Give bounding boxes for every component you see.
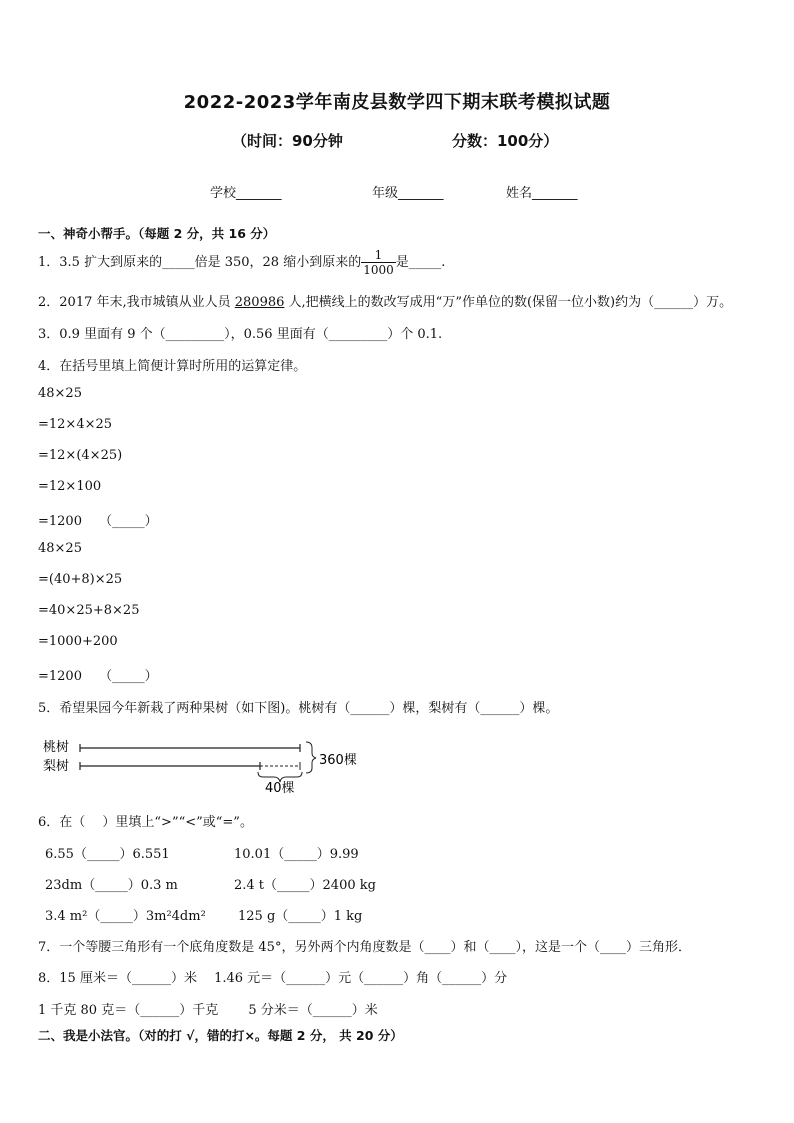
question-5: 5．希望果园今年新栽了两种果树（如下图)。桃树有（______）棵，梨树有（______）棵。 <box>38 701 559 716</box>
calc-line: =40×25+8×25 <box>38 603 140 618</box>
compare-item: 2.4 t（_____）2400 kg <box>234 878 376 893</box>
section1-heading: 一、神奇小帮手。（每题 2 分，共 16 分） <box>38 226 276 241</box>
total-label: 360棵 <box>319 753 357 768</box>
calc-line: =12×4×25 <box>38 417 113 432</box>
pear-label: 梨树 <box>43 759 70 774</box>
calc-line: =1200 （_____） <box>38 669 158 684</box>
calc-line: 48×25 <box>38 386 82 401</box>
question-3: 3．0.9 里面有 9 个（_________），0.56 里面有（_________）个 0.1. <box>38 327 443 342</box>
compare-item: 10.01（_____）9.99 <box>234 847 359 862</box>
calc-line: =12×(4×25) <box>38 448 123 463</box>
question-2: 2．2017 年末,我市城镇从业人员 280986 人,把横线上的数改写成用“万”作单位的数(保留一位小数)约为（______）万。 <box>38 295 733 310</box>
question-4: 4．在括号里填上简便计算时所用的运算定律。 <box>38 359 307 374</box>
underlined-number: 280986 <box>234 295 285 310</box>
compare-item: 6.55（_____）6.551 <box>45 847 170 862</box>
compare-item: 23dm（_____）0.3 m <box>45 878 178 893</box>
calc-line: =(40+8)×25 <box>38 572 123 587</box>
exam-time: （时间：90分钟 <box>232 132 343 150</box>
page-title: 2022-2023学年南皮县数学四下期末联考模拟试题 <box>183 92 611 113</box>
difference-label: 40棵 <box>265 781 295 796</box>
fraction: $\frac{1}{1000}$ <box>363 248 394 277</box>
question-1: 1．3.5 扩大到原来的_____倍是 350，28 缩小到原来的 $\frac{1}{1000}$ 是_____. <box>38 248 446 277</box>
calc-line: =12×100 <box>38 479 102 494</box>
compare-item: 3.4 m²（_____）3m²4dm² <box>45 909 206 924</box>
name-field: 姓名_______ <box>506 186 578 201</box>
calc-line: =1000+200 <box>38 634 118 649</box>
calc-line: =1200 （_____） <box>38 514 158 529</box>
question-7: 7．一个等腰三角形有一个底角度数是 45°，另外两个内角度数是（____）和（____），这是一个（____）三角形． <box>38 940 691 955</box>
school-field: 学校_______ <box>210 186 282 201</box>
question-8-line2: 1 千克 80 克＝（______）千克 5 分米＝（______）米 <box>38 1003 378 1018</box>
question-6: 6．在（ ）里填上“>”“<”或“=”。 <box>38 815 253 830</box>
question-8-line1: 8．15 厘米＝（______）米 1.46 元＝（______）元（______）角（______）分 <box>38 971 508 986</box>
compare-item: 125 g（_____）1 kg <box>238 909 363 924</box>
exam-score: 分数：100分） <box>452 132 559 150</box>
grade-field: 年级_______ <box>372 186 444 201</box>
section2-heading: 二、我是小法官。（对的打 √，错的打×。每题 2 分， 共 20 分） <box>38 1028 403 1043</box>
calc-line: 48×25 <box>38 541 82 556</box>
line-segment-figure <box>40 732 370 796</box>
peach-label: 桃树 <box>43 740 70 755</box>
